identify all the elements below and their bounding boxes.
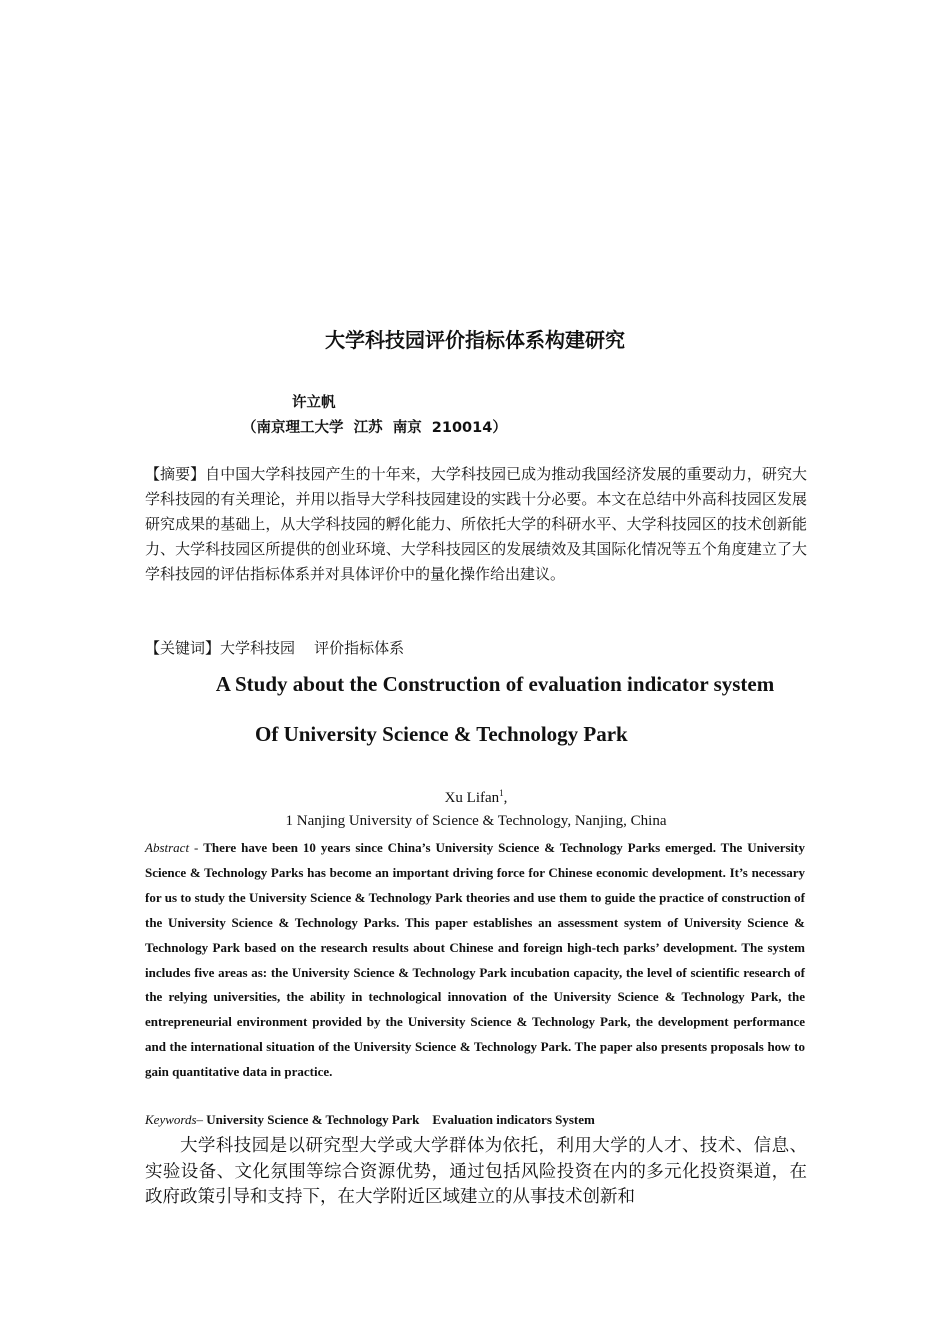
author-chinese: 许立帆 bbox=[292, 395, 336, 411]
author-superscript: 1 bbox=[499, 788, 504, 798]
keywords-english-label: Keywords– bbox=[145, 1112, 204, 1127]
abstract-english-text: There have been 10 years since China’s University Science & Technology Parks emerged. The University Science & Technology Parks has become an important driving force for Chinese economic development. It’s necessary for us to study the University Science & Technology Park theories and use them to guide the practice of construction of the University Science & Technology Parks. This paper establishes an assessment system of University Science & Technology Park based on the research results about Chinese and foreign high-tech parks’ development. The system includes five areas as: the University Science & Technology Park incubation capacity, the level of scientific research of the relying universities, the ability in technological innovation of the University Science & Technology Park, the entrepreneurial environment provided by the University Science & Technology Park, the development performance and the international situation of the University Science & Technology Park. The paper also presents proposals how to gain quantitative data in practice. bbox=[145, 840, 806, 1080]
keywords-chinese: 【关键词】大学科技园 评价指标体系 bbox=[145, 639, 405, 657]
title-chinese: 大学科技园评价指标体系构建研究 bbox=[325, 328, 625, 352]
title-english-line1: A Study about the Construction of evaluation indicator system bbox=[215, 672, 775, 696]
abstract-english bbox=[145, 836, 805, 1085]
author-english bbox=[145, 788, 807, 807]
keywords-english bbox=[145, 1112, 595, 1128]
abstract-chinese: 【摘要】自中国大学科技园产生的十年来，大学科技园已成为推动我国经济发展的重要动力，研究大学科技园的有关理论，并用以指导大学科技园建设的实践十分必要。本文在总结中外高科技园区发展研究成果的基础上，从大学科技园的孵化能力、所依托大学的科研水平、大学科技园区的技术创新能力、大学科技园区所提供的创业环境、大学科技园区的发展绩效及其国际化情况等五个角度建立了大学科技园的评估指标体系并对具体评价中的量化操作给出建议。 bbox=[145, 465, 807, 583]
keywords-english-text: University Science & Technology Park Evaluation indicators System bbox=[206, 1112, 595, 1127]
abstract-english-label: Abstract - bbox=[145, 840, 199, 855]
body-paragraph-chinese: 大学科技园是以研究型大学或大学群体为依托，利用大学的人才、技术、信息、实验设备、文化氛围等综合资源优势，通过包括风险投资在内的多元化投资渠道，在政府政策引导和支持下，在大学附近区域建立的从事技术创新和 bbox=[145, 1136, 807, 1207]
author-english-name: Xu Lifan bbox=[444, 790, 500, 806]
author-english-suffix: , bbox=[503, 790, 508, 806]
title-english-line2: Of University Science & Technology Park bbox=[255, 722, 628, 746]
affiliation-english: 1 Nanjing University of Science & Technology, Nanjing, China bbox=[285, 813, 667, 829]
affiliation-chinese: （南京理工大学 江苏 南京 210014） bbox=[242, 420, 507, 436]
